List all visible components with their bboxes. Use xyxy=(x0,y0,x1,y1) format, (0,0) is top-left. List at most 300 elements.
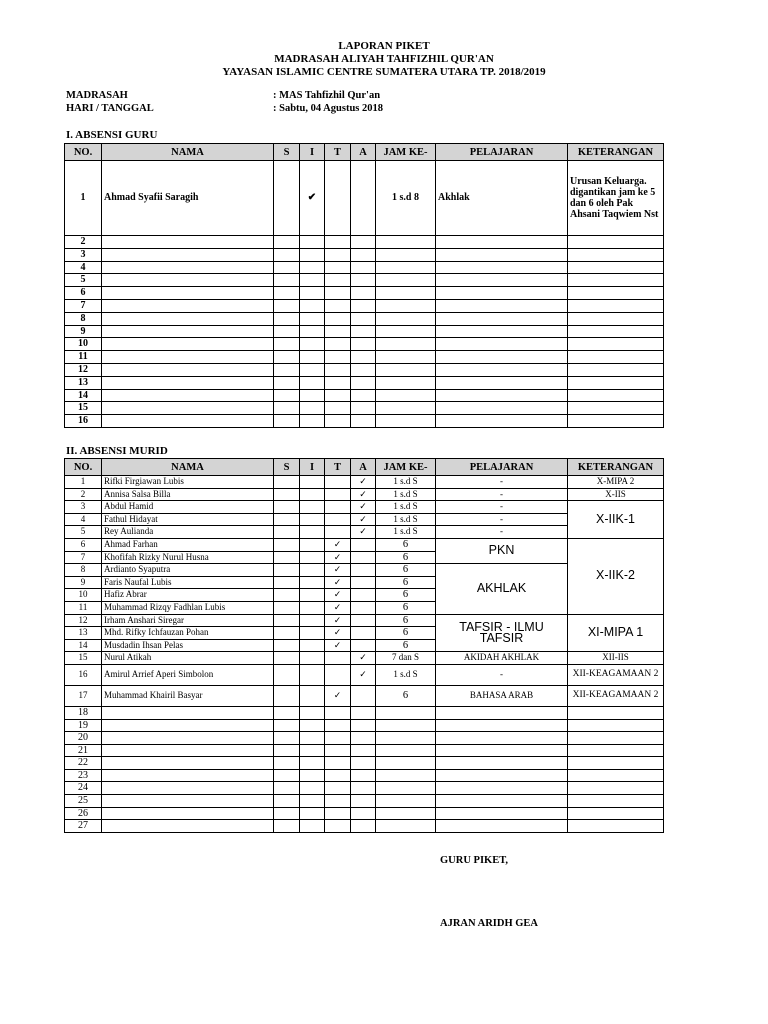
cell-a xyxy=(351,639,376,652)
empty-cell xyxy=(274,706,300,719)
student-name: Faris Naufal Lubis xyxy=(102,576,274,589)
empty-cell xyxy=(102,325,274,338)
empty-cell xyxy=(351,351,376,364)
empty-cell xyxy=(300,248,325,261)
cell-jam: 1 s.d S xyxy=(376,526,436,539)
cell-jam: 6 xyxy=(376,551,436,564)
row-no: 22 xyxy=(65,757,102,770)
cell-i xyxy=(300,551,325,564)
empty-cell xyxy=(351,363,376,376)
empty-cell xyxy=(102,312,274,325)
col-t: T xyxy=(325,144,351,161)
empty-cell xyxy=(436,782,568,795)
empty-cell xyxy=(436,389,568,402)
empty-cell xyxy=(568,287,664,300)
empty-cell xyxy=(325,415,351,428)
pelajaran-akhlak: AKHLAK xyxy=(436,564,568,614)
cell-keterangan: X-MIPA 2 xyxy=(568,476,664,489)
check-icon: ✓ xyxy=(351,501,376,514)
row-no: 16 xyxy=(65,415,102,428)
cell-i xyxy=(300,664,325,685)
check-icon: ✓ xyxy=(325,639,351,652)
empty-cell xyxy=(376,299,436,312)
empty-cell xyxy=(274,338,300,351)
check-icon: ✓ xyxy=(351,488,376,501)
empty-cell xyxy=(436,351,568,364)
empty-cell xyxy=(102,706,274,719)
empty-cell xyxy=(568,769,664,782)
empty-cell xyxy=(376,389,436,402)
cell-i xyxy=(300,538,325,551)
empty-cell xyxy=(325,261,351,274)
empty-cell xyxy=(436,299,568,312)
empty-cell xyxy=(300,351,325,364)
empty-cell xyxy=(351,312,376,325)
empty-cell xyxy=(102,415,274,428)
table-row xyxy=(65,161,664,236)
table-row xyxy=(65,769,664,782)
row-no: 20 xyxy=(65,732,102,745)
empty-cell xyxy=(325,807,351,820)
empty-cell xyxy=(436,757,568,770)
student-name: Rey Aulianda xyxy=(102,526,274,539)
cell-i xyxy=(300,627,325,640)
col-nama: NAMA xyxy=(102,144,274,161)
empty-cell xyxy=(102,363,274,376)
row-no: 25 xyxy=(65,795,102,808)
cell-jam: 1 s.d S xyxy=(376,476,436,489)
empty-cell xyxy=(274,769,300,782)
cell-s xyxy=(274,513,300,526)
col-a: A xyxy=(351,459,376,476)
col-s: S xyxy=(274,459,300,476)
check-icon: ✓ xyxy=(325,538,351,551)
empty-cell xyxy=(436,376,568,389)
empty-cell xyxy=(376,376,436,389)
cell-i xyxy=(300,501,325,514)
table-row xyxy=(65,719,664,732)
empty-cell xyxy=(376,757,436,770)
table-row xyxy=(65,376,664,389)
keterangan-x-iik-2: X-IIK-2 xyxy=(568,538,664,614)
empty-cell xyxy=(325,795,351,808)
empty-cell xyxy=(274,732,300,745)
cell-pelajaran: AKIDAH AKHLAK xyxy=(436,652,568,665)
empty-cell xyxy=(351,299,376,312)
empty-cell xyxy=(300,732,325,745)
col-no: NO. xyxy=(65,459,102,476)
row-no: 4 xyxy=(65,261,102,274)
empty-cell xyxy=(351,757,376,770)
cell-s xyxy=(274,685,300,706)
empty-cell xyxy=(274,248,300,261)
student-name: Amirul Arrief Aperi Simbolon xyxy=(102,664,274,685)
empty-cell xyxy=(325,338,351,351)
row-no: 6 xyxy=(65,538,102,551)
empty-cell xyxy=(376,248,436,261)
empty-cell xyxy=(325,248,351,261)
empty-cell xyxy=(300,325,325,338)
empty-cell xyxy=(325,782,351,795)
empty-cell xyxy=(325,312,351,325)
empty-cell xyxy=(351,389,376,402)
empty-cell xyxy=(351,236,376,249)
keterangan-x-iik-1: X-IIK-1 xyxy=(568,501,664,539)
cell-keterangan: XII-IIS xyxy=(568,652,664,665)
cell-pelajaran: - xyxy=(436,513,568,526)
cell-jam: 6 xyxy=(376,627,436,640)
check-icon: ✓ xyxy=(351,476,376,489)
empty-cell xyxy=(568,402,664,415)
empty-cell xyxy=(436,274,568,287)
row-no: 10 xyxy=(65,589,102,602)
row-no: 14 xyxy=(65,639,102,652)
empty-cell xyxy=(568,351,664,364)
check-icon: ✓ xyxy=(351,526,376,539)
col-s: S xyxy=(274,144,300,161)
empty-cell xyxy=(300,820,325,833)
cell-jam: 7 dan S xyxy=(376,652,436,665)
cell-s xyxy=(274,601,300,614)
empty-cell xyxy=(102,236,274,249)
empty-cell xyxy=(376,287,436,300)
empty-cell xyxy=(568,820,664,833)
cell-jam: 1 s.d S xyxy=(376,513,436,526)
empty-cell xyxy=(376,325,436,338)
empty-cell xyxy=(351,807,376,820)
empty-cell xyxy=(376,261,436,274)
empty-cell xyxy=(568,236,664,249)
empty-cell xyxy=(325,757,351,770)
student-attendance-title: II. ABSENSI MURID xyxy=(66,445,168,457)
empty-cell xyxy=(274,312,300,325)
row-no: 14 xyxy=(65,389,102,402)
empty-cell xyxy=(274,820,300,833)
row-no: 12 xyxy=(65,614,102,627)
row-no: 15 xyxy=(65,652,102,665)
cell-i xyxy=(300,601,325,614)
table-row xyxy=(65,236,664,249)
cell-a xyxy=(351,589,376,602)
check-icon: ✓ xyxy=(351,652,376,665)
cell-a xyxy=(351,161,376,236)
empty-cell xyxy=(102,782,274,795)
check-icon: ✓ xyxy=(325,627,351,640)
empty-cell xyxy=(436,261,568,274)
cell-jam: 1 s.d S xyxy=(376,664,436,685)
empty-cell xyxy=(351,248,376,261)
cell-t xyxy=(325,652,351,665)
check-icon: ✓ xyxy=(325,576,351,589)
pelajaran-pkn: PKN xyxy=(436,538,568,563)
empty-cell xyxy=(274,274,300,287)
table-row xyxy=(65,488,664,501)
row-no: 26 xyxy=(65,807,102,820)
empty-cell xyxy=(568,363,664,376)
empty-cell xyxy=(568,389,664,402)
student-name: Ardianto Syaputra xyxy=(102,564,274,577)
cell-t xyxy=(325,664,351,685)
empty-cell xyxy=(436,325,568,338)
empty-cell xyxy=(376,807,436,820)
empty-cell xyxy=(568,732,664,745)
empty-cell xyxy=(274,287,300,300)
empty-cell xyxy=(376,782,436,795)
col-nama: NAMA xyxy=(102,459,274,476)
row-no: 19 xyxy=(65,719,102,732)
check-icon: ✓ xyxy=(325,614,351,627)
empty-cell xyxy=(376,732,436,745)
empty-cell xyxy=(351,376,376,389)
cell-s xyxy=(274,161,300,236)
empty-cell xyxy=(300,389,325,402)
cell-i xyxy=(300,576,325,589)
row-no: 15 xyxy=(65,402,102,415)
cell-i xyxy=(300,476,325,489)
empty-cell xyxy=(102,287,274,300)
cell-jam: 6 xyxy=(376,614,436,627)
report-title: LAPORAN PIKET xyxy=(338,40,430,52)
student-name: Hafiz Abrar xyxy=(102,589,274,602)
student-name: Ahmad Farhan xyxy=(102,538,274,551)
empty-cell xyxy=(376,312,436,325)
row-no: 13 xyxy=(65,627,102,640)
col-t: T xyxy=(325,459,351,476)
empty-cell xyxy=(300,274,325,287)
empty-cell xyxy=(376,706,436,719)
empty-cell xyxy=(102,248,274,261)
empty-cell xyxy=(325,351,351,364)
cell-keterangan: XII-KEAGAMAAN 2 xyxy=(568,685,664,706)
student-name: Muhammad Khairil Basyar xyxy=(102,685,274,706)
empty-cell xyxy=(376,795,436,808)
empty-cell xyxy=(274,261,300,274)
table-row xyxy=(65,261,664,274)
empty-cell xyxy=(568,807,664,820)
cell-jam: 6 xyxy=(376,538,436,551)
cell-jam: 6 xyxy=(376,589,436,602)
empty-cell xyxy=(568,782,664,795)
row-no: 11 xyxy=(65,351,102,364)
row-no: 17 xyxy=(65,685,102,706)
student-name: Irham Anshari Siregar xyxy=(102,614,274,627)
date-value: : Sabtu, 04 Agustus 2018 xyxy=(273,103,383,114)
cell-t xyxy=(325,476,351,489)
row-no: 13 xyxy=(65,376,102,389)
empty-cell xyxy=(351,769,376,782)
table-row xyxy=(65,652,664,665)
cell-t xyxy=(325,161,351,236)
student-name: Rifki Firgiawan Lubis xyxy=(102,476,274,489)
empty-cell xyxy=(376,769,436,782)
cell-i xyxy=(300,526,325,539)
empty-cell xyxy=(568,719,664,732)
col-jam: JAM KE- xyxy=(376,459,436,476)
cell-s xyxy=(274,639,300,652)
cell-i xyxy=(300,589,325,602)
empty-cell xyxy=(568,706,664,719)
empty-cell xyxy=(436,769,568,782)
cell-s xyxy=(274,589,300,602)
empty-cell xyxy=(436,236,568,249)
empty-cell xyxy=(436,719,568,732)
student-name: Annisa Salsa Billa xyxy=(102,488,274,501)
empty-cell xyxy=(325,820,351,833)
teacher-name: Ahmad Syafii Saragih xyxy=(102,161,274,236)
table-row xyxy=(65,248,664,261)
row-no: 16 xyxy=(65,664,102,685)
row-no: 2 xyxy=(65,236,102,249)
empty-cell xyxy=(102,807,274,820)
table-row xyxy=(65,389,664,402)
empty-cell xyxy=(568,274,664,287)
empty-cell xyxy=(351,274,376,287)
student-name: Nurul Atikah xyxy=(102,652,274,665)
empty-cell xyxy=(376,236,436,249)
empty-cell xyxy=(436,338,568,351)
empty-cell xyxy=(351,719,376,732)
empty-cell xyxy=(568,795,664,808)
empty-cell xyxy=(568,338,664,351)
row-no: 10 xyxy=(65,338,102,351)
col-pelajaran: PELAJARAN xyxy=(436,144,568,161)
empty-cell xyxy=(102,732,274,745)
empty-cell xyxy=(274,351,300,364)
empty-cell xyxy=(436,248,568,261)
empty-cell xyxy=(325,769,351,782)
empty-cell xyxy=(325,236,351,249)
cell-s xyxy=(274,488,300,501)
empty-cell xyxy=(568,744,664,757)
empty-cell xyxy=(325,719,351,732)
table-row xyxy=(65,795,664,808)
col-jam: JAM KE- xyxy=(376,144,436,161)
table-row xyxy=(65,476,664,489)
empty-cell xyxy=(274,325,300,338)
empty-cell xyxy=(300,363,325,376)
empty-cell xyxy=(376,820,436,833)
school-name: MADRASAH ALIYAH TAHFIZHIL QUR'AN xyxy=(274,53,494,65)
row-no: 9 xyxy=(65,576,102,589)
cell-i xyxy=(300,488,325,501)
empty-cell xyxy=(300,287,325,300)
table-row xyxy=(65,312,664,325)
table-row xyxy=(65,274,664,287)
empty-cell xyxy=(102,795,274,808)
empty-cell xyxy=(376,351,436,364)
row-no: 12 xyxy=(65,363,102,376)
student-name: Muhammad Rizqy Fadhlan Lubis xyxy=(102,601,274,614)
empty-cell xyxy=(568,248,664,261)
empty-cell xyxy=(274,376,300,389)
empty-cell xyxy=(351,415,376,428)
empty-cell xyxy=(102,757,274,770)
date-label: HARI / TANGGAL xyxy=(66,103,154,114)
cell-jam: 6 xyxy=(376,685,436,706)
empty-cell xyxy=(274,402,300,415)
empty-cell xyxy=(102,261,274,274)
cell-s xyxy=(274,476,300,489)
empty-cell xyxy=(376,415,436,428)
check-icon: ✔ xyxy=(300,161,325,236)
empty-cell xyxy=(300,795,325,808)
empty-cell xyxy=(300,261,325,274)
row-no: 2 xyxy=(65,488,102,501)
empty-cell xyxy=(102,744,274,757)
empty-cell xyxy=(274,236,300,249)
cell-i xyxy=(300,614,325,627)
table-row xyxy=(65,351,664,364)
empty-cell xyxy=(102,769,274,782)
empty-cell xyxy=(102,820,274,833)
student-name: Abdul Hamid xyxy=(102,501,274,514)
empty-cell xyxy=(325,287,351,300)
cell-jam: 6 xyxy=(376,576,436,589)
cell-i xyxy=(300,652,325,665)
table-row xyxy=(65,744,664,757)
cell-s xyxy=(274,501,300,514)
col-i: I xyxy=(300,144,325,161)
empty-cell xyxy=(351,820,376,833)
row-no: 7 xyxy=(65,551,102,564)
empty-cell xyxy=(436,363,568,376)
madrasah-value: : MAS Tahfizhil Qur'an xyxy=(273,90,381,101)
table-row xyxy=(65,757,664,770)
empty-cell xyxy=(274,363,300,376)
empty-cell xyxy=(325,706,351,719)
cell-s xyxy=(274,526,300,539)
empty-cell xyxy=(351,338,376,351)
cell-i xyxy=(300,513,325,526)
empty-cell xyxy=(436,820,568,833)
empty-cell xyxy=(568,415,664,428)
empty-cell xyxy=(300,415,325,428)
empty-cell xyxy=(274,795,300,808)
student-name: Musdadin Ihsan Pelas xyxy=(102,639,274,652)
empty-cell xyxy=(568,757,664,770)
cell-i xyxy=(300,639,325,652)
empty-cell xyxy=(102,719,274,732)
empty-cell xyxy=(436,744,568,757)
empty-cell xyxy=(568,299,664,312)
check-icon: ✓ xyxy=(325,551,351,564)
cell-s xyxy=(274,538,300,551)
row-no: 11 xyxy=(65,601,102,614)
student-table-header xyxy=(65,459,664,476)
check-icon: ✓ xyxy=(351,513,376,526)
signature-role: GURU PIKET, xyxy=(440,855,509,866)
empty-cell xyxy=(568,376,664,389)
empty-cell xyxy=(274,744,300,757)
empty-cell xyxy=(568,261,664,274)
cell-t xyxy=(325,501,351,514)
table-row xyxy=(65,706,664,719)
row-no: 8 xyxy=(65,312,102,325)
student-name: Mhd. Rifky Ichfauzan Pohan xyxy=(102,627,274,640)
row-no: 6 xyxy=(65,287,102,300)
table-row xyxy=(65,820,664,833)
table-row xyxy=(65,782,664,795)
pelajaran-tafsir: TAFSIR - ILMU TAFSIR xyxy=(436,614,568,652)
row-no: 7 xyxy=(65,299,102,312)
empty-cell xyxy=(300,782,325,795)
empty-cell xyxy=(274,415,300,428)
empty-cell xyxy=(274,299,300,312)
cell-pelajaran: - xyxy=(436,488,568,501)
table-row xyxy=(65,614,664,627)
table-row xyxy=(65,807,664,820)
table-row xyxy=(65,732,664,745)
